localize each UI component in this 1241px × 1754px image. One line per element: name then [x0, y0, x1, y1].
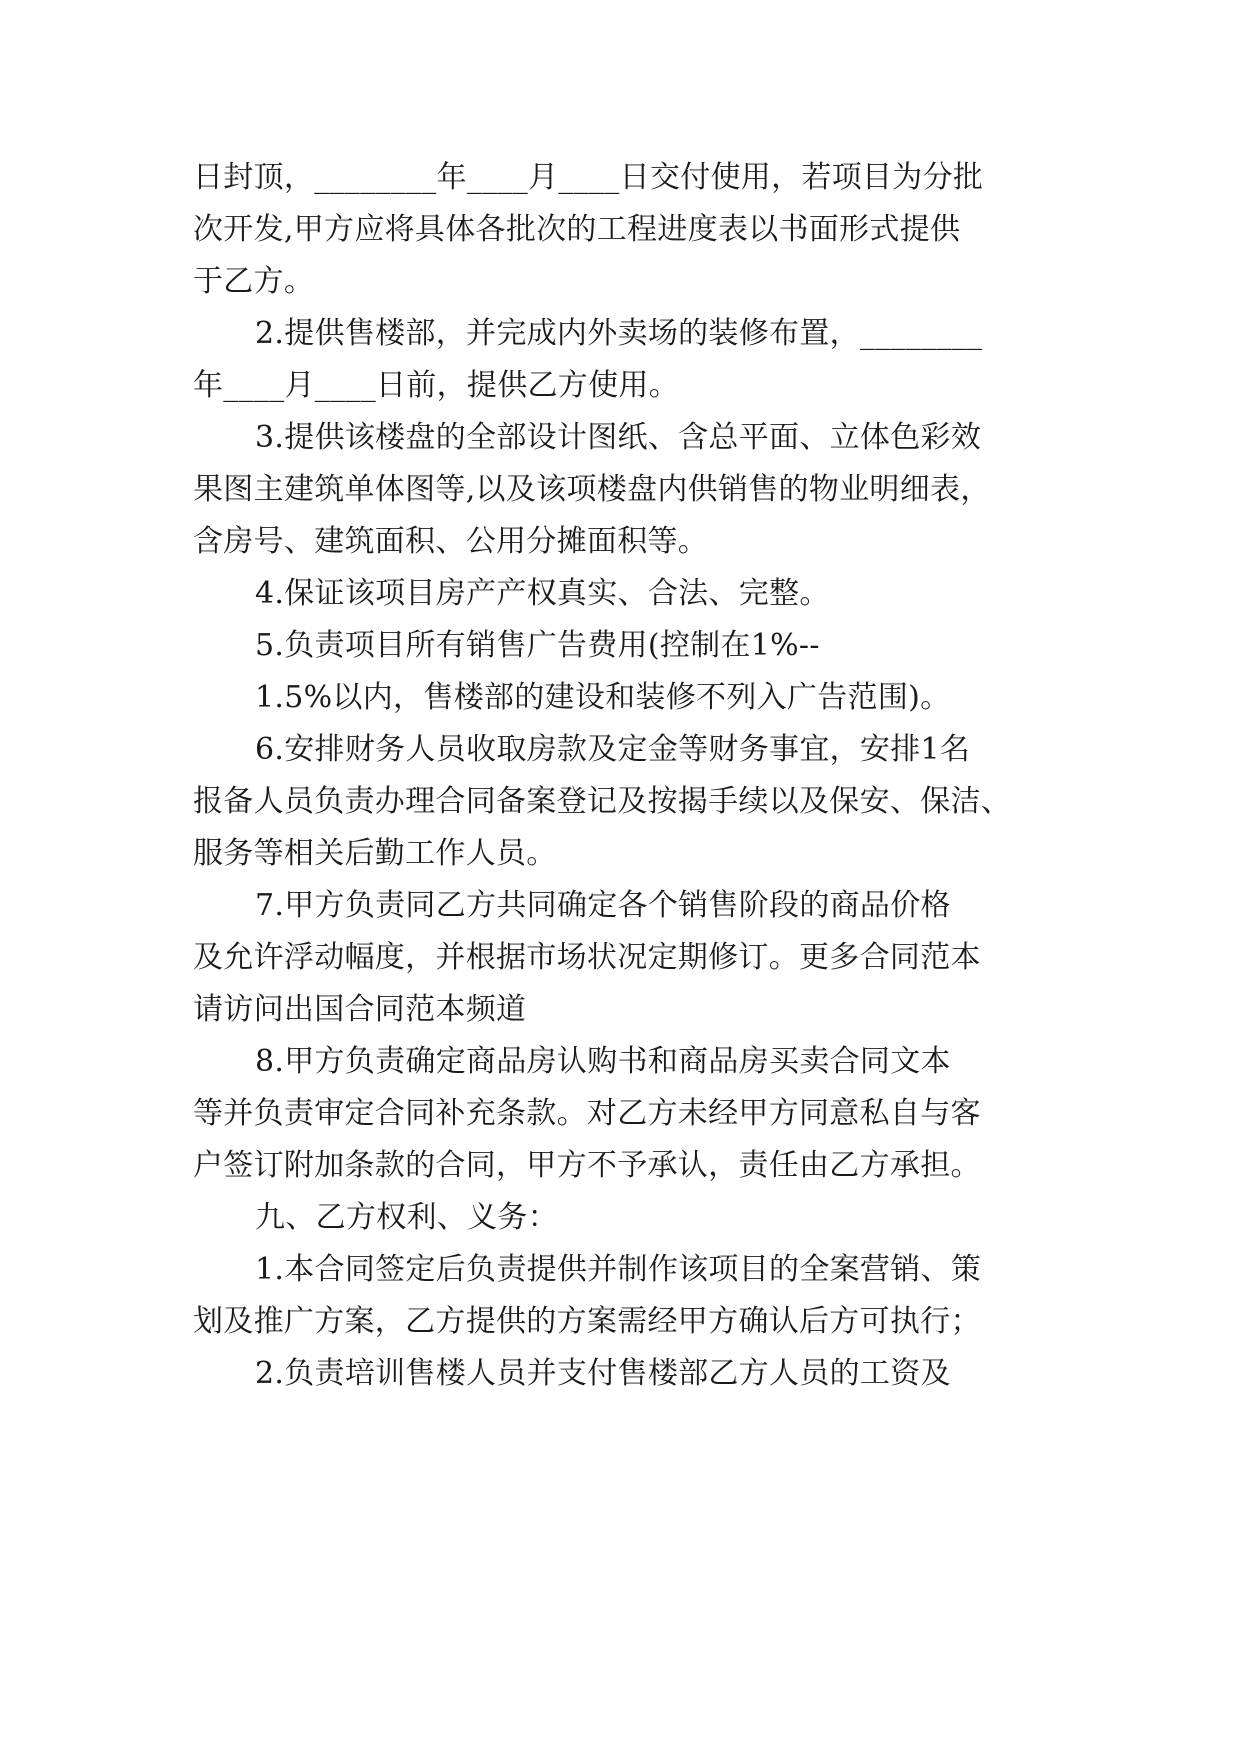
list-item-line: 1.本合同签定后负责提供并制作该项目的全案营销、策 — [255, 1252, 982, 1287]
text-line: 日封顶，________年____月____日交付使用，若项目为分批 — [193, 160, 984, 195]
text-line: 年____月____日前，提供乙方使用。 — [193, 368, 679, 403]
text-line: 户签订附加条款的合同，甲方不予承认，责任由乙方承担。 — [193, 1148, 981, 1183]
list-item-line: 2.提供售楼部，并完成内外卖场的装修布置，________ — [255, 316, 983, 351]
text-line: 含房号、建筑面积、公用分摊面积等。 — [193, 524, 709, 559]
section-heading: 九、乙方权利、义务： — [255, 1200, 558, 1235]
text-line: 于乙方。 — [193, 264, 315, 299]
list-item-line: 4.保证该项目房产产权真实、合法、完整。 — [255, 576, 830, 611]
text-line: 服务等相关后勤工作人员。 — [193, 836, 557, 871]
list-item-line: 2.负责培训售楼人员并支付售楼部乙方人员的工资及 — [255, 1356, 951, 1391]
list-item-line: 5.负责项目所有销售广告费用(控制在1%-- — [255, 628, 820, 663]
text-line: 果图主建筑单体图等,以及该项楼盘内供销售的物业明细表， — [193, 472, 991, 507]
text-line: 次开发,甲方应将具体各批次的工程进度表以书面形式提供 — [193, 212, 961, 247]
list-item-line: 3.提供该楼盘的全部设计图纸、含总平面、立体色彩效 — [255, 420, 982, 455]
text-line: 划及推广方案，乙方提供的方案需经甲方确认后方可执行； — [193, 1304, 981, 1339]
text-line: 报备人员负责办理合同备案登记及按揭手续以及保安、保洁、 — [193, 784, 1012, 819]
list-item-line: 7.甲方负责同乙方共同确定各个销售阶段的商品价格 — [255, 888, 951, 923]
list-item-line: 6.安排财务人员收取房款及定金等财务事宜，安排1名 — [255, 732, 971, 767]
list-item-line: 1.5%以内，售楼部的建设和装修不列入广告范围)。 — [255, 680, 951, 715]
text-line: 及允许浮动幅度，并根据市场状况定期修订。更多合同范本 — [193, 940, 981, 975]
list-item-line: 8.甲方负责确定商品房认购书和商品房买卖合同文本 — [255, 1044, 951, 1079]
text-line: 等并负责审定合同补充条款。对乙方未经甲方同意私自与客 — [193, 1096, 981, 1131]
text-line: 请访问出国合同范本频道 — [193, 992, 527, 1027]
